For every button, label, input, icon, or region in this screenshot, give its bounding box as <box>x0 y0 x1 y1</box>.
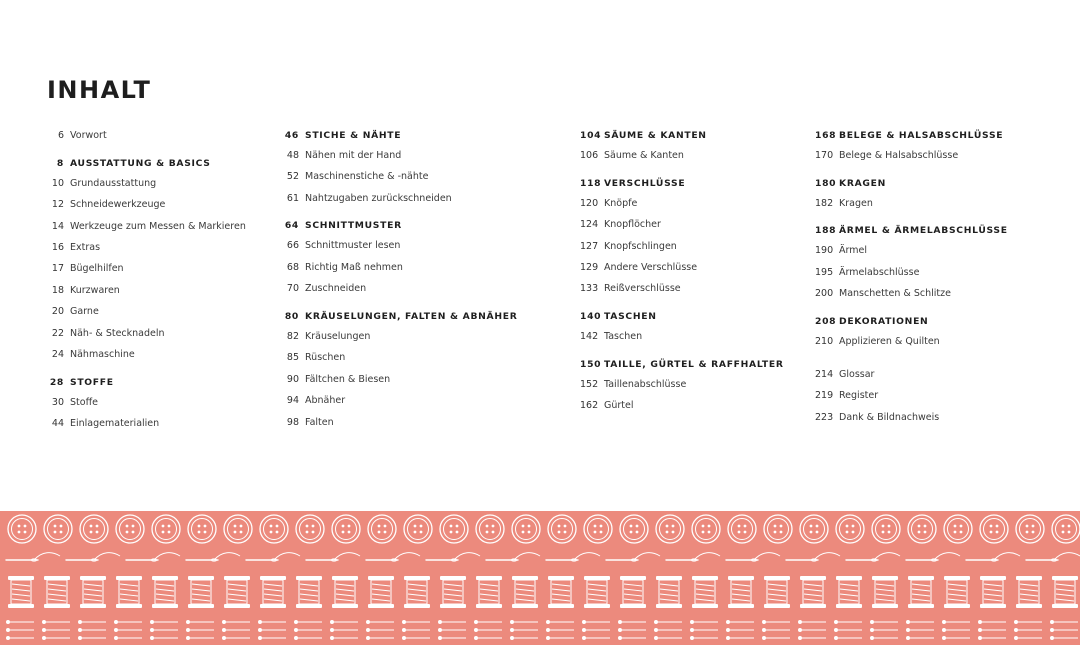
button-icon <box>620 515 648 543</box>
page-number: 168 <box>815 130 837 141</box>
thread-spool-icon <box>944 576 970 608</box>
thread-spool-icon <box>44 576 70 608</box>
needle-thread-icon <box>786 553 840 562</box>
pin-icon <box>186 636 214 640</box>
pin-icon <box>726 620 754 624</box>
entry-title: Abnäher <box>305 395 346 406</box>
pin-icon <box>726 636 754 640</box>
page-number: 17 <box>51 263 64 274</box>
button-icon <box>440 515 468 543</box>
pin-icon <box>978 636 1006 640</box>
page-number: 210 <box>815 336 834 347</box>
entry-title: Nahtzugaben zurückschneiden <box>305 193 452 204</box>
button-icon <box>800 515 828 543</box>
entry-title: Kragen <box>839 198 873 209</box>
pin-icon <box>438 620 466 624</box>
entry-title: Einlagematerialien <box>70 418 160 429</box>
pin-icon <box>762 636 790 640</box>
pin-icon <box>690 620 718 624</box>
pin-icon <box>150 628 178 632</box>
needle-thread-icon <box>66 553 120 562</box>
pin-icon <box>942 636 970 640</box>
page-number: 188 <box>815 225 837 236</box>
pin-icon <box>6 628 34 632</box>
entry-title: Glossar <box>839 369 875 380</box>
pin-icon <box>330 636 358 640</box>
pin-icon <box>1014 628 1042 632</box>
pin-icon <box>618 628 646 632</box>
button-icon <box>980 515 1008 543</box>
thread-spool-icon <box>368 576 394 608</box>
pin-icon <box>762 628 790 632</box>
entry-title: VERSCHLÜSSE <box>604 178 686 189</box>
pin-icon <box>78 636 106 640</box>
entry-title: Bügelhilfen <box>70 263 124 274</box>
needle-thread-icon <box>306 553 360 562</box>
needle-thread-icon <box>1026 553 1080 562</box>
pin-icon <box>1014 636 1042 640</box>
sewing-pattern-banner <box>0 511 1080 645</box>
pin-icon <box>42 620 70 624</box>
page-number: 150 <box>580 359 602 370</box>
entry-title: Näh- & Stecknadeln <box>70 328 165 339</box>
pin-icon <box>366 628 394 632</box>
button-icon <box>332 515 360 543</box>
pin-icon <box>582 620 610 624</box>
needle-thread-icon <box>126 553 180 562</box>
entry-title: Falten <box>305 417 334 428</box>
page-number: 214 <box>815 369 834 380</box>
pin-icon <box>402 636 430 640</box>
entry-title: DEKORATIONEN <box>839 316 929 327</box>
entry-title: AUSSTATTUNG & BASICS <box>70 158 211 169</box>
entry-title: Nähen mit der Hand <box>305 150 402 161</box>
page-number: 48 <box>286 150 299 161</box>
thread-spool-icon <box>584 576 610 608</box>
button-icon <box>188 515 216 543</box>
pin-icon <box>366 636 394 640</box>
button-icon <box>296 515 324 543</box>
button-icon <box>368 515 396 543</box>
needle-thread-icon <box>606 553 660 562</box>
button-icon <box>404 515 432 543</box>
button-icon <box>1016 515 1044 543</box>
button-icon <box>872 515 900 543</box>
page-number: 94 <box>286 395 299 406</box>
entry-title: KRÄUSELUNGEN, FALTEN & ABNÄHER <box>305 311 518 322</box>
page-number: 85 <box>286 352 299 363</box>
needle-thread-icon <box>966 553 1020 562</box>
pin-icon <box>222 628 250 632</box>
pin-icon <box>222 620 250 624</box>
pin-icon <box>654 636 682 640</box>
entry-title: STICHE & NÄHTE <box>305 130 402 141</box>
entry-title: Nähmaschine <box>70 349 135 360</box>
page-number: 68 <box>286 262 299 273</box>
thread-spool-icon <box>188 576 214 608</box>
pin-icon <box>6 636 34 640</box>
entry-title: Andere Verschlüsse <box>604 262 698 273</box>
pin-icon <box>906 628 934 632</box>
thread-spool-icon <box>1016 576 1042 608</box>
page-number: 18 <box>51 285 64 296</box>
page-number: 106 <box>580 150 599 161</box>
pin-icon <box>834 620 862 624</box>
thread-spool-icon <box>764 576 790 608</box>
pin-icon <box>690 636 718 640</box>
pin-icon <box>870 620 898 624</box>
entry-title: Kurzwaren <box>70 285 120 296</box>
pin-icon <box>870 636 898 640</box>
pin-icon <box>798 628 826 632</box>
page-number: 170 <box>815 150 834 161</box>
pin-icon <box>330 628 358 632</box>
thread-spool-icon <box>440 576 466 608</box>
entry-title: Säume & Kanten <box>604 150 684 161</box>
entry-title: Extras <box>70 242 101 253</box>
pin-icon <box>402 620 430 624</box>
entry-title: Taillenabschlüsse <box>604 379 687 390</box>
pin-icon <box>618 620 646 624</box>
page-number: 10 <box>51 178 64 189</box>
thread-spool-icon <box>656 576 682 608</box>
button-icon <box>692 515 720 543</box>
page-number: 140 <box>580 311 602 322</box>
entry-title: Vorwort <box>70 130 107 141</box>
page-number: 46 <box>284 130 299 141</box>
button-icon <box>224 515 252 543</box>
thread-spool-icon <box>404 576 430 608</box>
entry-title: ÄRMEL & ÄRMELABSCHLÜSSE <box>839 225 1008 236</box>
thread-spool-icon <box>80 576 106 608</box>
thread-spool-icon <box>260 576 286 608</box>
pin-icon <box>906 620 934 624</box>
entry-title: Zuschneiden <box>305 283 367 294</box>
thread-spool-icon <box>836 576 862 608</box>
pin-icon <box>582 636 610 640</box>
pin-icon <box>654 628 682 632</box>
page-number: 28 <box>49 377 64 388</box>
pin-icon <box>294 636 322 640</box>
page-number: 223 <box>815 412 834 423</box>
entry-title: TASCHEN <box>604 311 657 322</box>
pin-icon <box>834 628 862 632</box>
entry-title: TAILLE, GÜRTEL & RAFFHALTER <box>604 359 784 370</box>
page-number: 12 <box>51 199 64 210</box>
pin-icon <box>798 636 826 640</box>
pin-icon <box>186 620 214 624</box>
page-number: 98 <box>286 417 299 428</box>
pin-icon <box>6 620 34 624</box>
pin-icon <box>402 628 430 632</box>
thread-spool-icon <box>1052 576 1078 608</box>
entry-title: Ärmelabschlüsse <box>839 267 920 278</box>
pin-icon <box>78 620 106 624</box>
page-number: 208 <box>815 316 837 327</box>
pin-icon <box>186 628 214 632</box>
pin-icon <box>474 636 502 640</box>
button-icon <box>44 515 72 543</box>
button-icon <box>476 515 504 543</box>
page-title: INHALT <box>47 76 152 104</box>
entry-title: Belege & Halsabschlüsse <box>839 150 959 161</box>
thread-spool-icon <box>116 576 142 608</box>
pin-icon <box>582 628 610 632</box>
pin-icon <box>42 636 70 640</box>
pin-icon <box>762 620 790 624</box>
page-number: 20 <box>51 306 64 317</box>
thread-spool-icon <box>980 576 1006 608</box>
pin-icon <box>42 628 70 632</box>
pin-icon <box>294 620 322 624</box>
page-number: 66 <box>286 240 299 251</box>
button-icon <box>656 515 684 543</box>
needle-thread-icon <box>666 553 720 562</box>
pin-icon <box>474 620 502 624</box>
entry-title: Knöpfe <box>604 198 638 209</box>
button-icon <box>836 515 864 543</box>
entry-title: Ärmel <box>839 245 867 256</box>
entry-title: Knopflöcher <box>604 219 661 230</box>
needle-thread-icon <box>246 553 300 562</box>
entry-title: Dank & Bildnachweis <box>839 412 940 423</box>
button-icon <box>152 515 180 543</box>
pin-icon <box>294 628 322 632</box>
entry-title: Rüschen <box>305 352 346 363</box>
thread-spool-icon <box>800 576 826 608</box>
thread-spool-icon <box>512 576 538 608</box>
page-number: 195 <box>815 267 834 278</box>
pin-icon <box>258 628 286 632</box>
entry-title: Stoffe <box>70 397 98 408</box>
page-number: 127 <box>580 241 599 252</box>
entry-title: Kräuselungen <box>305 331 371 342</box>
pin-icon <box>942 628 970 632</box>
pin-icon <box>978 620 1006 624</box>
page-number: 120 <box>580 198 599 209</box>
needle-thread-icon <box>366 553 420 562</box>
thread-spool-icon <box>152 576 178 608</box>
sewing-pattern <box>0 511 1080 645</box>
entry-title: BELEGE & HALSABSCHLÜSSE <box>839 130 1004 141</box>
pin-icon <box>546 628 574 632</box>
pin-icon <box>1050 628 1078 632</box>
page-number: 219 <box>815 390 834 401</box>
page-number: 22 <box>51 328 64 339</box>
pin-icon <box>510 636 538 640</box>
needle-thread-icon <box>486 553 540 562</box>
page-number: 129 <box>580 262 599 273</box>
entry-title: Knopfschlingen <box>604 241 677 252</box>
pin-icon <box>114 636 142 640</box>
pin-icon <box>1050 620 1078 624</box>
page-number: 124 <box>580 219 599 230</box>
entry-title: Fältchen & Biesen <box>305 374 391 385</box>
pin-icon <box>726 628 754 632</box>
pin-icon <box>870 628 898 632</box>
page-number: 90 <box>286 374 299 385</box>
page-number: 118 <box>580 178 602 189</box>
page-number: 82 <box>286 331 299 342</box>
pin-icon <box>150 636 178 640</box>
pin-icon <box>366 620 394 624</box>
button-icon <box>728 515 756 543</box>
thread-spool-icon <box>908 576 934 608</box>
thread-spool-icon <box>476 576 502 608</box>
button-icon <box>944 515 972 543</box>
needle-thread-icon <box>6 553 60 562</box>
button-icon <box>116 515 144 543</box>
entry-title: Taschen <box>604 331 643 342</box>
needle-thread-icon <box>426 553 480 562</box>
entry-title: Gürtel <box>604 400 634 411</box>
button-icon <box>548 515 576 543</box>
entry-title: KRAGEN <box>839 178 887 189</box>
entry-title: Register <box>839 390 879 401</box>
pin-icon <box>618 636 646 640</box>
button-icon <box>80 515 108 543</box>
pin-icon <box>114 620 142 624</box>
page-number: 8 <box>56 158 64 169</box>
needle-thread-icon <box>906 553 960 562</box>
entry-title: Reißverschlüsse <box>604 283 681 294</box>
entry-title: SCHNITTMUSTER <box>305 220 402 231</box>
thread-spool-icon <box>296 576 322 608</box>
page-number: 52 <box>286 171 299 182</box>
button-icon <box>584 515 612 543</box>
page-number: 44 <box>51 418 64 429</box>
entry-title: SÄUME & KANTEN <box>604 130 707 141</box>
page-number: 162 <box>580 400 599 411</box>
page-number: 152 <box>580 379 599 390</box>
thread-spool-icon <box>728 576 754 608</box>
thread-spool-icon <box>620 576 646 608</box>
pin-icon <box>1050 636 1078 640</box>
entry-title: Maschinenstiche & -nähte <box>305 171 429 182</box>
entry-title: Applizieren & Quilten <box>839 336 940 347</box>
pin-icon <box>510 620 538 624</box>
pin-icon <box>798 620 826 624</box>
button-icon <box>512 515 540 543</box>
pin-icon <box>258 620 286 624</box>
page-number: 6 <box>57 130 64 141</box>
thread-spool-icon <box>8 576 34 608</box>
entry-title: Manschetten & Schlitze <box>839 288 951 299</box>
pin-icon <box>690 628 718 632</box>
pin-icon <box>78 628 106 632</box>
pin-icon <box>1014 620 1042 624</box>
button-icon <box>1052 515 1080 543</box>
pin-icon <box>114 628 142 632</box>
pin-icon <box>546 636 574 640</box>
pin-icon <box>438 636 466 640</box>
page-number: 190 <box>815 245 834 256</box>
page-number: 70 <box>286 283 299 294</box>
page-number: 14 <box>51 221 64 232</box>
entry-title: Schnittmuster lesen <box>305 240 401 251</box>
page-number: 182 <box>815 198 834 209</box>
pin-icon <box>906 636 934 640</box>
thread-spool-icon <box>548 576 574 608</box>
entry-title: Schneidewerkzeuge <box>70 199 166 210</box>
needle-thread-icon <box>846 553 900 562</box>
pin-icon <box>546 620 574 624</box>
pin-icon <box>438 628 466 632</box>
page-number: 24 <box>51 349 64 360</box>
needle-thread-icon <box>726 553 780 562</box>
pin-icon <box>978 628 1006 632</box>
page-number: 80 <box>284 311 299 322</box>
entry-title: Werkzeuge zum Messen & Markieren <box>70 221 246 232</box>
entry-title: Richtig Maß nehmen <box>305 262 403 273</box>
button-icon <box>908 515 936 543</box>
entry-title: Garne <box>70 306 99 317</box>
thread-spool-icon <box>872 576 898 608</box>
pin-icon <box>834 636 862 640</box>
page-number: 180 <box>815 178 837 189</box>
button-icon <box>8 515 36 543</box>
entry-title: Grundausstattung <box>70 178 157 189</box>
page-number: 133 <box>580 283 599 294</box>
needle-thread-icon <box>186 553 240 562</box>
pin-icon <box>654 620 682 624</box>
pin-icon <box>942 620 970 624</box>
page-number: 142 <box>580 331 599 342</box>
pin-icon <box>510 628 538 632</box>
page-number: 30 <box>51 397 64 408</box>
pin-icon <box>150 620 178 624</box>
button-icon <box>764 515 792 543</box>
thread-spool-icon <box>332 576 358 608</box>
page-number: 16 <box>51 242 64 253</box>
pin-icon <box>258 636 286 640</box>
thread-spool-icon <box>692 576 718 608</box>
page-number: 104 <box>580 130 602 141</box>
pin-icon <box>222 636 250 640</box>
entry-title: STOFFE <box>70 377 114 388</box>
page-number: 61 <box>286 193 299 204</box>
page-number: 200 <box>815 288 834 299</box>
page-number: 64 <box>284 220 299 231</box>
pin-icon <box>474 628 502 632</box>
pin-icon <box>330 620 358 624</box>
thread-spool-icon <box>224 576 250 608</box>
button-icon <box>260 515 288 543</box>
needle-thread-icon <box>546 553 600 562</box>
